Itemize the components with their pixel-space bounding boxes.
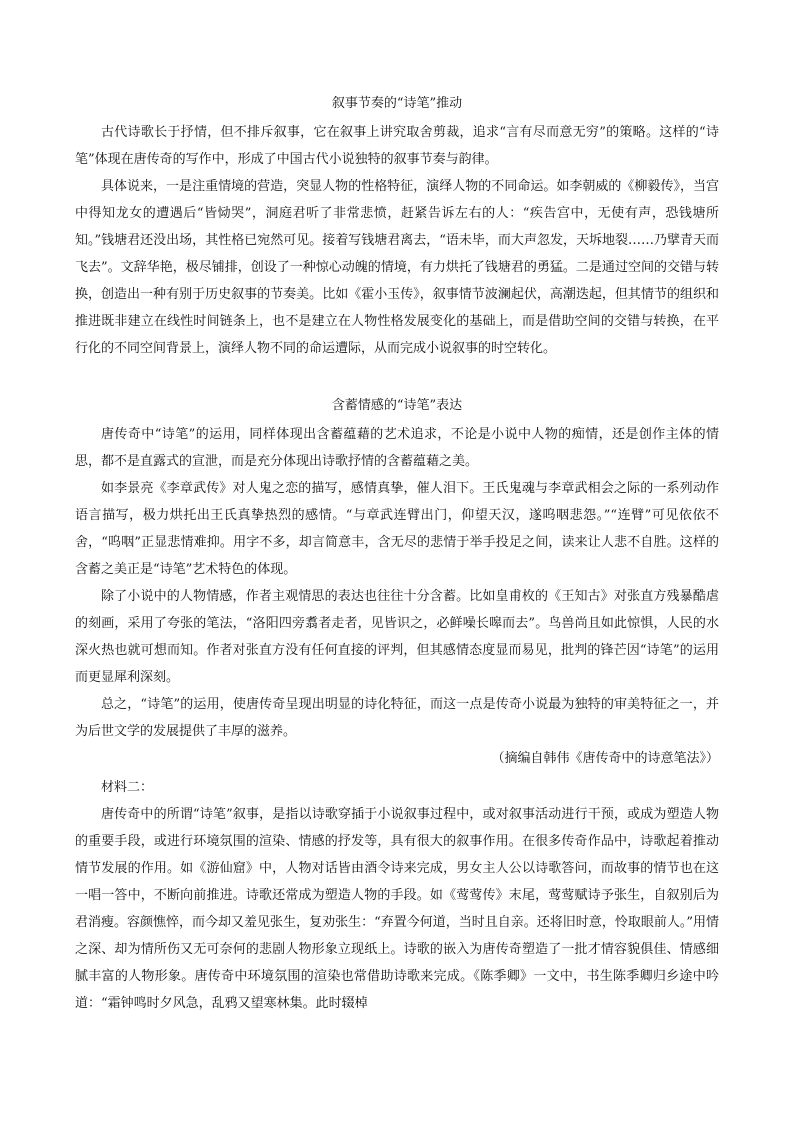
paragraph: 总之，“诗笔”的运用，使唐传奇呈现出明显的诗化特征，而这一点是传奇小说最为独特的审美特征之一，并为后世文学的发展提供了丰厚的滋养。 <box>75 697 719 739</box>
paragraph: 具体说来，一是注重情境的营造，突显人物的性格特征，演绎人物的不同命运。如李朝威的《柳毅传》，当宫中得知龙女的遭遇后“皆恸哭”，洞庭君听了非常悲愤，赶紧告诉左右的人：“疾告宫中，无使有声，恐钱塘所知。”钱塘君还没出场，其性格已宛然可见。接着写钱塘君离去，“语未毕，而大声忽发，天坼地裂……乃擘青天而飞去”。文辞华艳，极尽铺排，创设了一种惊心动魄的情境，有力烘托了钱塘君的勇猛。二是通过空间的交错与转换，创造出一种有别于历史叙事的节奏美。比如《霍小玉传》，叙事情节波澜起伏，高潮迭起，但其情节的组织和推进既非建立在线性时间链条上，也不是建立在人物性格发展变化的基础上，而是借助空间的交错与转换，在平行化的不同空间背景上，演绎人物不同的命运遭际，从而完成小说叙事的时空转化。 <box>75 179 719 356</box>
paragraph: 除了小说中的人物情感，作者主观情思的表达也往往十分含蓄。比如皇甫枚的《王知古》对张直方残暴酷虐的刻画，采用了夸张的笔法，“洛阳四旁翥者走者，见皆识之，必鲜噪长嗥而去”。鸟兽尚且如此惊惧，人民的水深火热也就可想而知。作者对张直方没有任何直接的评判，但其感情态度显而易见，批判的锋芒因“诗笔”的运用而更显犀利深刻。 <box>75 589 719 685</box>
section-heading-narrative-rhythm: 叙事节奏的“诗笔”推动 <box>331 96 463 111</box>
section-heading-implicit-emotion: 含蓄情感的“诗笔”表达 <box>331 398 463 413</box>
paragraph: 古代诗歌长于抒情，但不排斥叙事，它在叙事上讲究取舍剪裁，追求“言有尽而意无穷”的策略。这样的“诗笔”体现在唐传奇的写作中，形成了中国古代小说独特的叙事节奏与韵律。 <box>75 125 719 167</box>
paragraph: 如李景亮《李章武传》对人鬼之恋的描写，感情真挚，催人泪下。王氏鬼魂与李章武相会之际的一系列动作语言描写，极力烘托出王氏真挚热烈的感情。“与章武连臂出门，仰望天汉，遂呜咽悲怨。”“连臂”可见依依不舍，“呜咽”正显悲情难抑。用字不多，却言简意丰，含无尽的悲情于举手投足之间，读来让人悲不自胜。这样的含蓄之美正是“诗笔”艺术特色的体现。 <box>75 481 719 577</box>
paragraph: 唐传奇中的所谓“诗笔”叙事，是指以诗歌穿插于小说叙事过程中，或对叙事活动进行干预，或成为塑造人物的重要手段，或进行环境氛围的渲染、情感的抒发等，具有很大的叙事作用。在很多传奇作品中，诗歌起着推动情节发展的作用。如《游仙窟》中，人物对话皆由酒令诗来完成，男女主人公以诗歌答问，而故事的情节也在这一唱一答中，不断向前推进。诗歌还常成为塑造人物的手段。如《莺莺传》末尾，莺莺赋诗予张生，自叙别后为君消瘦。容颜憔悴，而今却又羞见张生，复劝张生：“弃置今何道，当时且自亲。还将旧时意，怜取眼前人。”用情之深、却为情所伤又无可奈何的悲剧人物形象立现纸上。诗歌的嵌入为唐传奇塑造了一批才情容貌俱佳、情感细腻丰富的人物形象。唐传奇中环境氛围的渲染也常借助诗歌来完成。《陈季卿》一文中，书生陈季卿归乡途中吟道：“霜钟鸣时夕风急，乱鸦又望寒林集。此时辍棹 <box>75 807 719 1011</box>
citation: （摘编自韩伟《唐传奇中的诗意笔法》） <box>491 751 719 766</box>
material-label: 材料二： <box>101 780 154 795</box>
paragraph: 唐传奇中“诗笔”的运用，同样体现出含蓄蕴藉的艺术追求，不论是小说中人物的痴情，还是创作主体的情思，都不是直露式的宣泄，而是充分体现出诗歌抒情的含蓄蕴藉之美。 <box>75 427 719 469</box>
